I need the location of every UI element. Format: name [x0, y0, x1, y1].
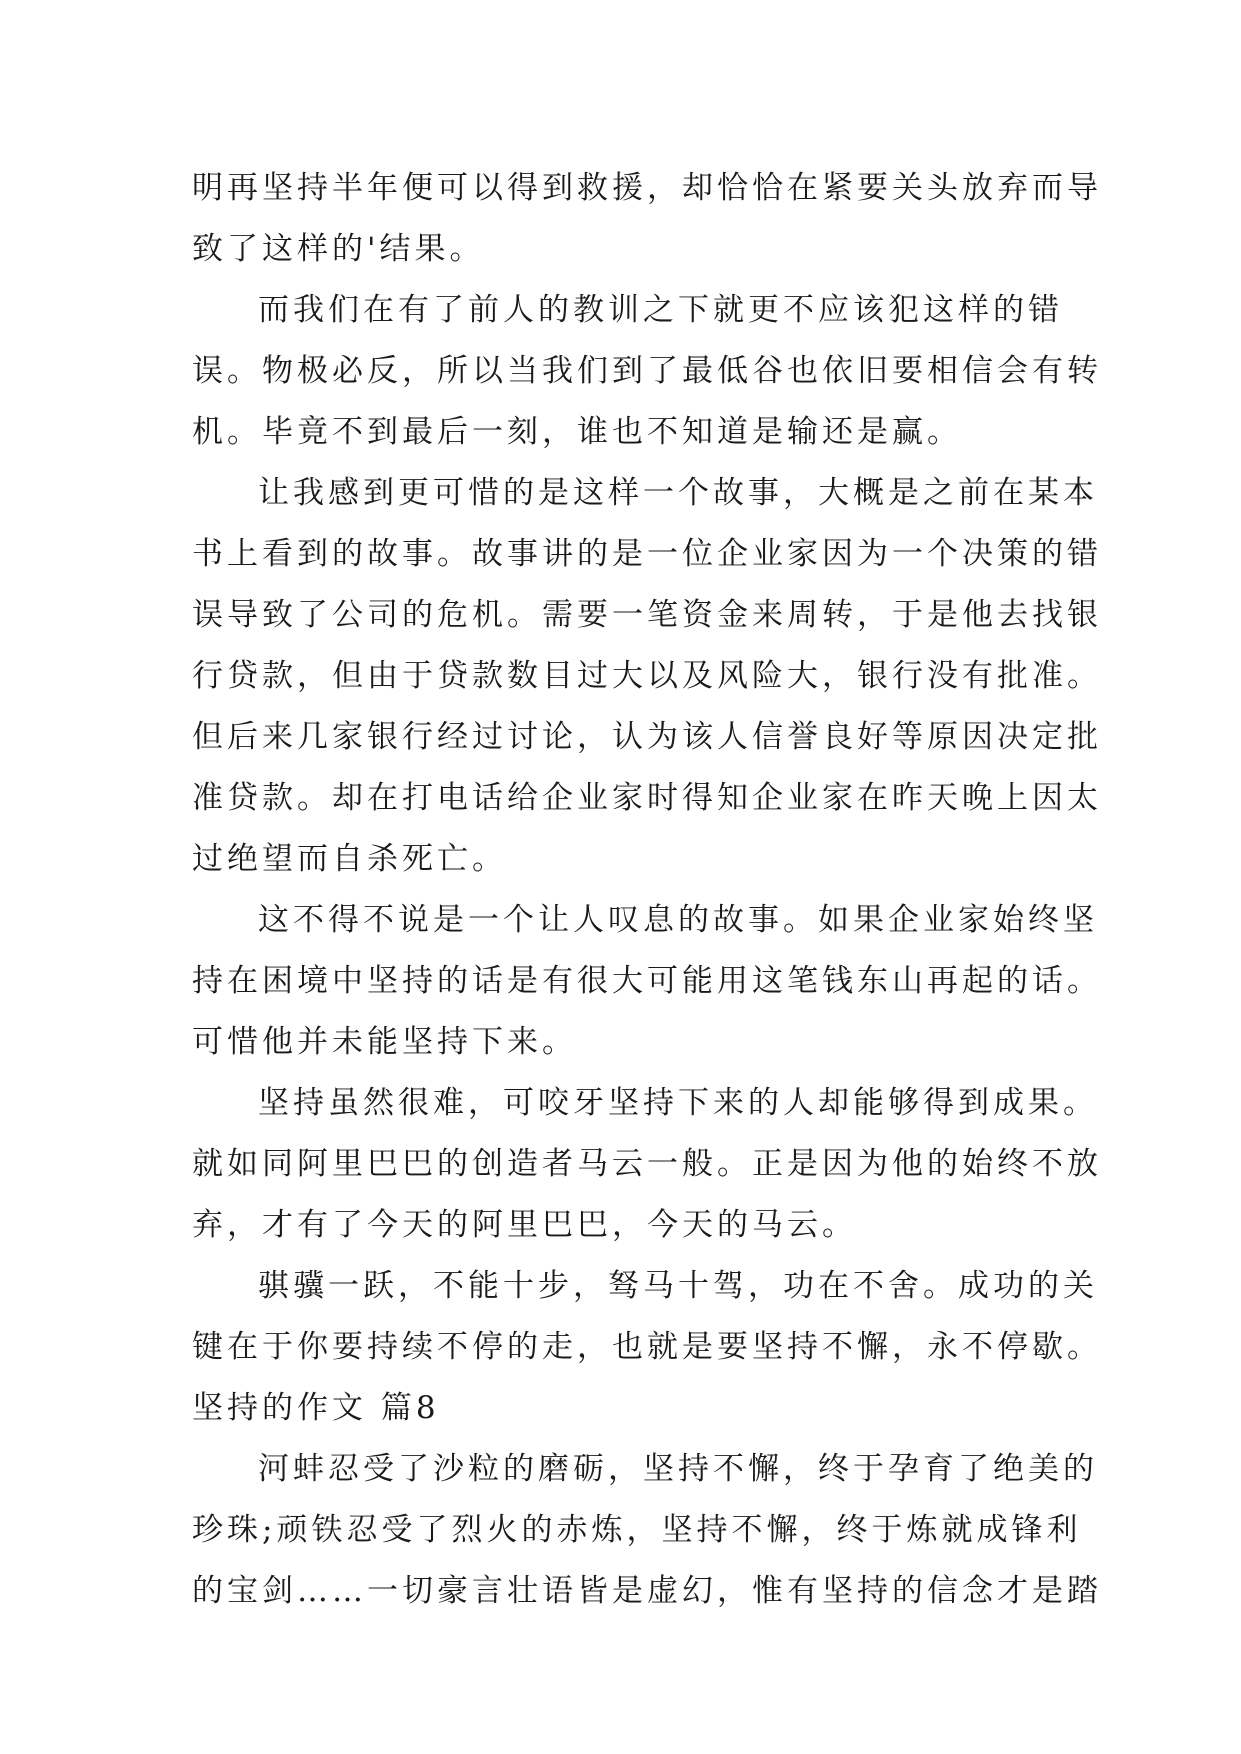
text-line: 致了这样的'结果。 [192, 231, 485, 267]
text-line: 明再坚持半年便可以得到救援，却恰恰在紧要关头放弃而导 [192, 170, 1102, 206]
text-line: 机。毕竟不到最后一刻，谁也不知道是输还是赢。 [192, 414, 962, 450]
text-line: 过绝望而自杀死亡。 [192, 841, 507, 877]
paragraph-start-line: 这不得不说是一个让人叹息的故事。如果企业家始终坚 [258, 902, 1098, 938]
text-line: 但后来几家银行经过讨论，认为该人信誉良好等原因决定批 [192, 719, 1102, 755]
text-line: 持在困境中坚持的话是有很大可能用这笔钱东山再起的话。 [192, 963, 1102, 999]
paragraph-start-line: 坚持虽然很难，可咬牙坚持下来的人却能够得到成果。 [258, 1085, 1098, 1121]
text-line: 书上看到的故事。故事讲的是一位企业家因为一个决策的错 [192, 536, 1102, 572]
text-line: 键在于你要持续不停的走，也就是要坚持不懈，永不停歇。 [192, 1329, 1102, 1365]
text-line: 的宝剑……一切豪言壮语皆是虚幻，惟有坚持的信念才是踏 [192, 1573, 1102, 1609]
section-heading: 坚持的作文 篇8 [192, 1390, 440, 1426]
text-line: 准贷款。却在打电话给企业家时得知企业家在昨天晚上因太 [192, 780, 1102, 816]
paragraph-start-line: 而我们在有了前人的教训之下就更不应该犯这样的错 [258, 292, 1063, 328]
text-line: 误。物极必反，所以当我们到了最低谷也依旧要相信会有转 [192, 353, 1102, 389]
text-line: 弃，才有了今天的阿里巴巴，今天的马云。 [192, 1207, 857, 1243]
essay-body [192, 158, 1102, 1622]
paragraph-start-line: 骐骥一跃，不能十步，驽马十驾，功在不舍。成功的关 [258, 1268, 1098, 1304]
text-line: 珍珠;顽铁忍受了烈火的赤炼，坚持不懈，终于炼就成锋利 [192, 1512, 1082, 1548]
text-line: 可惜他并未能坚持下来。 [192, 1024, 577, 1060]
paragraph-start-line: 河蚌忍受了沙粒的磨砺，坚持不懈，终于孕育了绝美的 [258, 1451, 1098, 1487]
text-line: 误导致了公司的危机。需要一笔资金来周转，于是他去找银 [192, 597, 1102, 633]
text-line: 行贷款，但由于贷款数目过大以及风险大，银行没有批准。 [192, 658, 1102, 694]
paragraph-start-line: 让我感到更可惜的是这样一个故事，大概是之前在某本 [258, 475, 1098, 511]
text-line: 就如同阿里巴巴的创造者马云一般。正是因为他的始终不放 [192, 1146, 1102, 1182]
